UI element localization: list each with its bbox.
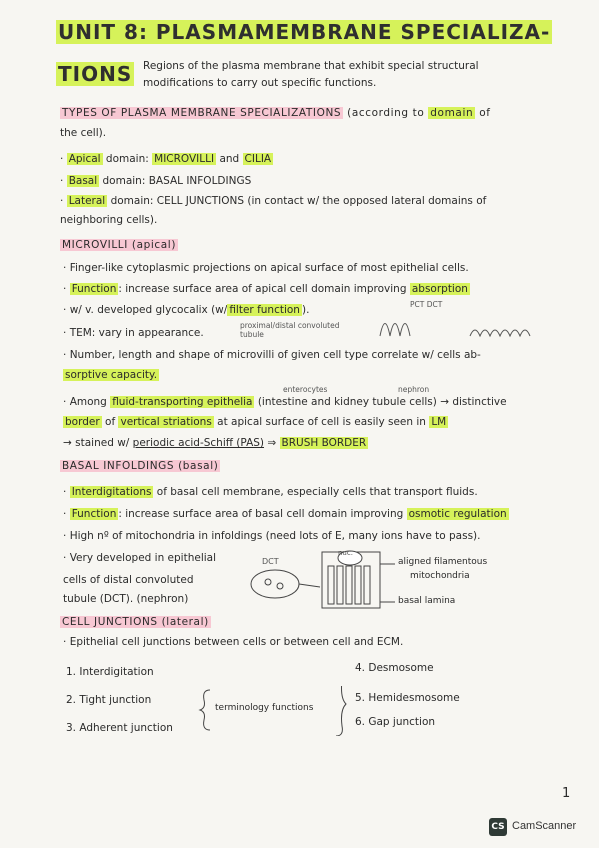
- basal-function-label: Function: [71, 508, 117, 520]
- microvilli-b5-text: Number, length and shape of microvilli of given cell type correlate w/ cells ab-: [69, 349, 481, 361]
- microvilli-arrow: ⇒: [267, 437, 277, 449]
- microvilli-b6: · Among fluid-transporting epithelia (intestine and kidney tubule cells) → distinctive: [63, 396, 507, 408]
- junction-item-6: 6. Gap junction: [355, 716, 436, 728]
- dct-tubule-sketch: [251, 570, 299, 598]
- junctions-heading-text: CELL JUNCTIONS (lateral): [62, 616, 209, 628]
- microvilli-b4-text: TEM: vary in appearance.: [69, 327, 204, 339]
- microvilli-b1: · Finger-like cytoplasmic projections on apical surface of most epithelial cells.: [63, 262, 469, 274]
- apical-bullet: · Apical domain: MICROVILLI and CILIA: [60, 153, 272, 165]
- microvilli-b5-capacity: sorptive capacity.: [65, 369, 158, 381]
- microvilli-note-pct: proximal/distal convoluted tubule: [240, 321, 340, 339]
- diagram-dct-label: DCT: [262, 557, 279, 566]
- junction-item-1: 1. Interdigitation: [66, 666, 154, 678]
- basal-heading: [60, 460, 220, 472]
- apical-label: Apical: [68, 153, 101, 165]
- note-enterocytes: enterocytes: [283, 385, 328, 394]
- microvilli-fluid-epithelia: fluid-transporting epithelia: [112, 396, 253, 408]
- basal-bullet: · Basal domain: BASAL INFOLDINGS: [60, 175, 252, 187]
- microvilli-heading-text: MICROVILLI (apical): [62, 239, 177, 251]
- basal-b4-line2: cells of distal convoluted: [63, 574, 194, 586]
- microvilli-b5-line2: [63, 369, 159, 381]
- microvilli-b3: · w/ v. developed glycocalix (w/ filter function ).: [63, 304, 310, 316]
- junction-item-5: 5. Hemidesmosome: [355, 692, 460, 704]
- mito-col-4: [355, 566, 361, 604]
- dct-microvilli-drawing: [470, 330, 530, 336]
- basal-label: Basal: [68, 175, 98, 187]
- basal-b4-text1: Very developed in epithelial: [69, 552, 217, 564]
- apical-text: domain:: [105, 153, 149, 165]
- definition-line2: modifications to carry out specific functions.: [143, 77, 377, 89]
- basal-b2: · Function : increase surface area of basal cell domain improving osmotic regulation: [63, 508, 507, 520]
- junctions-b1: · Epithelial cell junctions between cells or between cell and ECM.: [63, 636, 404, 648]
- microvilli-stained: → stained w/: [63, 437, 130, 449]
- lateral-label: Lateral: [68, 195, 106, 207]
- types-heading-paren: (according to: [347, 107, 425, 119]
- junction-item-3: 3. Adherent junction: [66, 722, 173, 734]
- types-heading-text: TYPES OF PLASMA MEMBRANE SPECIALIZATIONS: [62, 107, 342, 119]
- microvilli-b6-line3: [63, 437, 368, 449]
- basal-b3-text: High nº of mitochondria in infoldings (need lots of E, many ions have to pass).: [69, 530, 481, 542]
- dct-circle-a: [265, 579, 271, 585]
- basal-heading-text: BASAL INFOLDINGS (basal): [62, 460, 219, 472]
- right-brace: [336, 686, 346, 736]
- mito-col-3: [346, 566, 352, 604]
- apical-microvilli: MICROVILLI: [154, 153, 215, 165]
- diagram-label-lamina: basal lamina: [398, 596, 456, 606]
- title-line1: UNIT 8: PLASMAMEMBRANE SPECIALIZA-: [58, 20, 551, 44]
- microvilli-b1-text: Finger-like cytoplasmic projections on apical surface of most epithelial cells.: [69, 262, 469, 274]
- definition-line1: Regions of the plasma membrane that exhibit special structural: [143, 60, 479, 72]
- microvilli-border: border: [65, 416, 100, 428]
- page-title: [56, 20, 552, 44]
- microvilli-brush-border: BRUSH BORDER: [281, 437, 367, 449]
- mito-col-1: [328, 566, 334, 604]
- camscanner-watermark: CamScanner: [512, 820, 577, 832]
- diagram-nuc-label: nuc.: [338, 549, 353, 557]
- lateral-bullet: · Lateral domain: CELL JUNCTIONS (in contact w/ the opposed lateral domains of: [60, 195, 487, 207]
- microvilli-b4: · TEM: vary in appearance.: [63, 327, 204, 339]
- microvilli-b6-line2: [63, 416, 448, 428]
- mito-col-2: [337, 566, 343, 604]
- basal-b4-line3: tubule (DCT). (nephron): [63, 593, 189, 605]
- types-heading-of: of: [479, 107, 491, 119]
- page-number: 1: [562, 786, 571, 801]
- basal-text: domain: BASAL INFOLDINGS: [102, 175, 252, 187]
- basal-b1: · Interdigitations of basal cell membrane, especially cells that transport fluids.: [63, 486, 478, 498]
- basal-b4-line1: · Very developed in epithelial: [63, 552, 217, 564]
- mitochondria-columns: [328, 566, 370, 604]
- microvilli-b3-text: w/ v. developed glycocalix (w/: [69, 304, 228, 316]
- microvilli-b2: · Function : increase surface area of apical cell domain improving absorption: [63, 283, 468, 295]
- apical-cilia: CILIA: [244, 153, 272, 165]
- lateral-text: domain: CELL JUNCTIONS (in contact w/ the opposed lateral domains of: [110, 195, 487, 207]
- microvilli-b5: · Number, length and shape of microvilli of given cell type correlate w/ cells ab-: [63, 349, 481, 361]
- junction-braces: [198, 686, 348, 736]
- microvilli-b2-text: : increase surface area of apical cell domain improving: [118, 283, 407, 295]
- microvilli-sketch: [375, 306, 555, 344]
- microvilli-pct-dct-labels: PCT DCT: [410, 300, 443, 309]
- microvilli-filter: filter function: [229, 304, 300, 316]
- lateral-line2: neighboring cells).: [60, 214, 158, 226]
- microvilli-pas: periodic acid-Schiff (PAS): [132, 437, 265, 449]
- junctions-b1-text: Epithelial cell junctions between cells or between cell and ECM.: [69, 636, 404, 648]
- microvilli-of: of: [105, 416, 116, 428]
- title-line2: TIONS: [58, 62, 133, 86]
- types-heading: [60, 107, 491, 119]
- diagram-label-aligned: aligned filamentous: [398, 557, 488, 567]
- microvilli-b6-among: Among: [69, 396, 107, 408]
- basal-b3: · High nº of mitochondria in infoldings (need lots of E, many ions have to pass).: [63, 530, 481, 542]
- microvilli-heading: [60, 239, 178, 251]
- dct-circle-b: [277, 583, 283, 589]
- apical-and: and: [219, 153, 240, 165]
- microvilli-b6-text: (intestine and kidney tubule cells) → distinctive: [257, 396, 507, 408]
- note-nephron: nephron: [398, 385, 430, 394]
- basal-b1-text: of basal cell membrane, especially cells that transport fluids.: [156, 486, 478, 498]
- diagram-label-mito: mitochondria: [410, 571, 470, 581]
- types-heading-line2: the cell).: [60, 127, 107, 139]
- junction-item-4: 4. Desmosome: [355, 662, 434, 674]
- microvilli-b3-end: ).: [301, 304, 310, 316]
- microvilli-vertical-striations: vertical striations: [120, 416, 212, 428]
- page-title-continued: [56, 62, 134, 86]
- types-heading-domain: domain: [430, 107, 474, 119]
- mito-col-5: [364, 566, 370, 604]
- left-brace: [200, 690, 210, 730]
- basal-interdigitations: Interdigitations: [71, 486, 152, 498]
- camscanner-logo-icon: CS: [489, 818, 507, 836]
- basal-osmotic: osmotic regulation: [408, 508, 507, 520]
- pct-microvilli-drawing: [380, 324, 410, 337]
- junctions-heading: [60, 616, 211, 628]
- microvilli-absorption: absorption: [411, 283, 468, 295]
- microvilli-b6-line2-end: at apical surface of cell is easily seen in: [217, 416, 426, 428]
- microvilli-lm: LM: [431, 416, 447, 428]
- microvilli-function-label: Function: [71, 283, 117, 295]
- basal-b2-text: : increase surface area of basal cell domain improving: [118, 508, 404, 520]
- dct-arrow-line: [299, 584, 320, 587]
- junctions-middle-label: terminology functions: [215, 703, 314, 713]
- junction-item-2: 2. Tight junction: [66, 694, 152, 706]
